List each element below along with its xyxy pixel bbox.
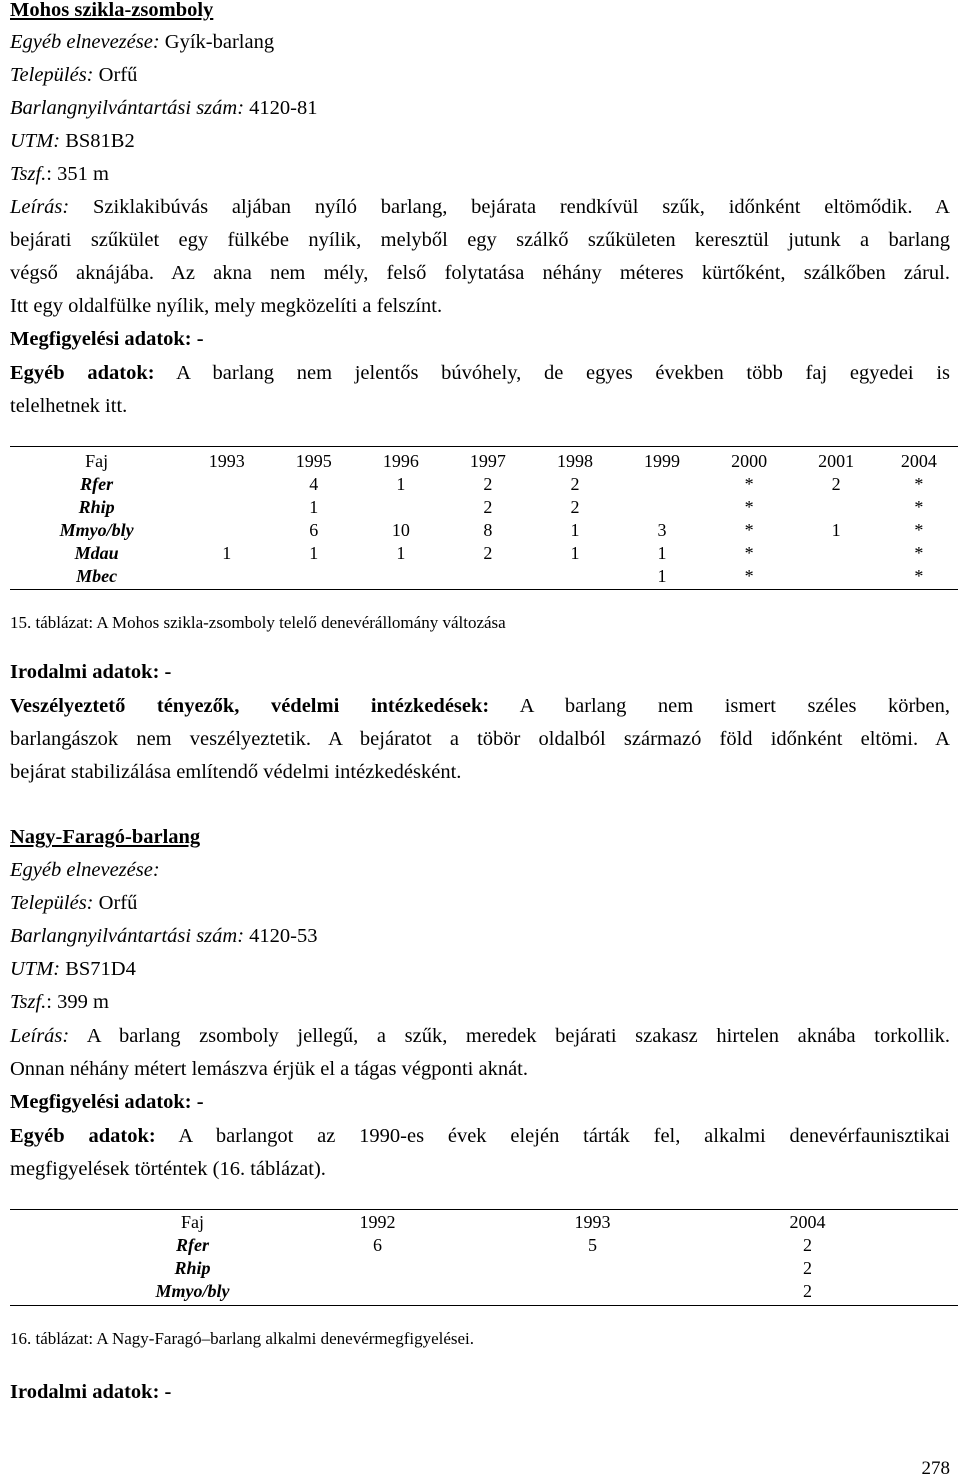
observations-label: Megfigyelési adatok: [10, 1091, 192, 1113]
table-15-caption: 15. táblázat: A Mohos szikla-zsomboly telelő denevérállomány változása [10, 613, 506, 632]
count-cell: * [744, 520, 754, 540]
threats-label: Veszélyeztető tényezők, védelmi intézkedések: [10, 695, 490, 717]
observations-label: Megfigyelési adatok: [10, 328, 192, 350]
header-cell: 1998 [556, 451, 593, 471]
count-cell [485, 1257, 700, 1280]
cave2-title: Nagy-Faragó-barlang [10, 826, 201, 848]
count-cell: 1 [309, 543, 319, 563]
count-cell: * [744, 474, 754, 494]
count-cell: 1 [396, 474, 406, 494]
cave1-literature [10, 660, 171, 684]
cave1-other-data [10, 361, 950, 385]
count-cell: * [744, 543, 754, 563]
description-label: Leírás: [10, 196, 70, 218]
cave2-other-data-line: megfigyelések történtek (16. táblázat). [10, 1158, 326, 1180]
species-cell: Rhip [78, 497, 115, 517]
count-cell: * [914, 520, 924, 540]
count-cell: * [914, 497, 924, 517]
header-cell: Faj [180, 1212, 204, 1232]
cave1-description-line: végső aknájába. Az akna nem mély, felső folytatása néhány méteres kürtőként, szálkőben zárul. [10, 262, 950, 284]
species-cell: Rfer [80, 474, 114, 494]
settlement-value: Orfű [93, 64, 138, 86]
header-cell: 2004 [789, 1212, 826, 1232]
count-cell: 1 [657, 566, 667, 586]
cave2-utm [10, 957, 136, 981]
literature-label: Irodalmi adatok: [10, 1381, 160, 1403]
table-row [10, 473, 958, 496]
count-cell: * [914, 543, 924, 563]
utm-label: UTM: [10, 130, 61, 152]
literature-value: - [159, 1381, 172, 1403]
cave1-other-data-line: telelhetnek itt. [10, 395, 128, 417]
count-cell: 6 [373, 1235, 382, 1255]
count-cell [270, 1280, 485, 1303]
utm-value: BS71D4 [60, 958, 136, 980]
other-data-label: Egyéb adatok: [10, 1125, 156, 1147]
registry-value: 4120-81 [244, 97, 318, 119]
table-header-row [10, 450, 958, 473]
cave2-description-line [10, 1024, 950, 1048]
cave1-alt-name [10, 30, 274, 54]
cave2-other-data [10, 1124, 950, 1148]
header-cell: 2004 [900, 451, 937, 471]
description-label: Leírás: [10, 1025, 70, 1047]
table-bottom-rule [10, 589, 958, 590]
cave1-title: Mohos szikla-zsomboly [10, 0, 214, 21]
settlement-label: Település: [10, 64, 94, 86]
species-cell: Rfer [176, 1235, 209, 1255]
cave1-threats [10, 694, 950, 718]
header-cell: 1992 [359, 1212, 396, 1232]
header-cell: Faj [85, 451, 109, 471]
table-row [10, 542, 958, 565]
header-cell: 1997 [469, 451, 506, 471]
altitude-value: : 351 m [46, 163, 109, 185]
table-top-rule [10, 1209, 958, 1210]
count-cell [183, 519, 270, 542]
species-cell: Mmyo/bly [155, 1281, 230, 1301]
table-16-caption: 16. táblázat: A Nagy-Faragó–barlang alkalmi denevérmegfigyelései. [10, 1329, 475, 1348]
species-cell: Mdau [74, 543, 119, 563]
species-cell: Rhip [174, 1258, 211, 1278]
count-cell [270, 1257, 485, 1280]
cave1-description-line: bejárati szűkület egy fülkébe nyílik, melyből egy szálkő szűkületen keresztül jutunk a barlang [10, 229, 950, 251]
bat-observation-table-16 [115, 1211, 915, 1303]
count-cell [793, 565, 880, 588]
table-bottom-rule [10, 1305, 958, 1306]
cave1-description-line [10, 195, 950, 219]
cave1-observations [10, 327, 204, 351]
table-row [115, 1257, 915, 1280]
observations-value: - [191, 1091, 204, 1113]
count-cell: 1 [831, 520, 841, 540]
header-cell: 2001 [818, 451, 855, 471]
count-cell: 5 [588, 1235, 597, 1255]
page-number: 278 [921, 1458, 950, 1479]
table-row [115, 1280, 915, 1303]
count-cell [793, 496, 880, 519]
species-cell: Mmyo/bly [59, 520, 134, 540]
count-cell [444, 565, 531, 588]
cave1-registry [10, 96, 318, 120]
altitude-label: Tszf. [10, 991, 47, 1013]
header-cell: 2000 [731, 451, 768, 471]
count-cell: * [914, 474, 924, 494]
table-top-rule [10, 446, 958, 447]
registry-value: 4120-53 [244, 925, 318, 947]
alt-name-label: Egyéb elnevezése: [10, 859, 160, 881]
count-cell: * [744, 497, 754, 517]
count-cell: 2 [483, 474, 493, 494]
count-cell [357, 565, 444, 588]
table-row [10, 496, 958, 519]
species-cell: Mbec [76, 566, 118, 586]
cave1-description-line: Itt egy oldalfülke nyílik, mely megközelíti a felszínt. [10, 295, 443, 317]
header-cell: 1999 [644, 451, 681, 471]
count-cell: 2 [483, 497, 493, 517]
count-cell [485, 1280, 700, 1303]
settlement-value: Orfű [93, 892, 138, 914]
count-cell [183, 473, 270, 496]
count-cell: 2 [803, 1281, 812, 1301]
count-cell [619, 496, 706, 519]
utm-label: UTM: [10, 958, 61, 980]
count-cell: 2 [831, 474, 841, 494]
count-cell: 4 [309, 474, 319, 494]
description-text: Sziklakibúvás aljában nyíló barlang, bejárata rendkívül szűk, időnként eltömődik. A [69, 196, 950, 218]
count-cell [793, 542, 880, 565]
count-cell: 2 [570, 474, 580, 494]
registry-label: Barlangnyilvántartási szám: [10, 925, 245, 947]
cave2-description-line: Onnan néhány métert lemászva érjük el a tágas végponti aknát. [10, 1058, 528, 1080]
threats-text: A barlang nem ismert széles körben, [489, 695, 951, 717]
table-row [10, 519, 958, 542]
altitude-value: : 399 m [46, 991, 109, 1013]
header-cell: 1995 [295, 451, 332, 471]
cave2-registry [10, 924, 318, 948]
count-cell [357, 496, 444, 519]
altitude-label: Tszf. [10, 163, 47, 185]
description-text: A barlang zsomboly jellegű, a szűk, meredek bejárati szakasz hirtelen aknába torkollik. [69, 1025, 950, 1047]
table-header-row [115, 1211, 915, 1234]
settlement-label: Település: [10, 892, 94, 914]
table-row [10, 565, 958, 588]
count-cell: 1 [309, 497, 319, 517]
cave1-altitude [10, 162, 109, 186]
cave2-literature [10, 1380, 171, 1404]
header-cell: 1996 [382, 451, 419, 471]
other-data-label: Egyéb adatok: [10, 362, 155, 384]
count-cell [270, 565, 357, 588]
count-cell: * [744, 566, 754, 586]
count-cell: 1 [657, 543, 667, 563]
cave2-settlement [10, 891, 137, 915]
count-cell: 8 [483, 520, 493, 540]
registry-label: Barlangnyilvántartási szám: [10, 97, 245, 119]
literature-value: - [159, 661, 172, 683]
header-cell: 1993 [574, 1212, 611, 1232]
alt-name-label: Egyéb elnevezése: [10, 31, 160, 53]
cave1-threats-line: barlangászok nem veszélyeztetik. A bejáratot a töbör oldalból származó föld időnként eltömi. A [10, 728, 950, 750]
count-cell: 2 [803, 1235, 812, 1255]
count-cell: 1 [396, 543, 406, 563]
count-cell: 2 [483, 543, 493, 563]
header-cell: 1993 [208, 451, 245, 471]
cave2-alt-name [10, 858, 160, 882]
count-cell: 6 [309, 520, 319, 540]
utm-value: BS81B2 [60, 130, 135, 152]
count-cell: 2 [570, 497, 580, 517]
count-cell: 1 [570, 520, 580, 540]
observations-value: - [191, 328, 204, 350]
count-cell: * [914, 566, 924, 586]
cave1-utm [10, 129, 135, 153]
cave2-observations [10, 1090, 204, 1114]
cave1-threats-line: bejárat stabilizálása említendő védelmi intézkedésként. [10, 761, 462, 783]
table-row [115, 1234, 915, 1257]
count-cell [619, 473, 706, 496]
bat-count-table-15 [10, 450, 958, 588]
count-cell: 10 [391, 520, 410, 540]
count-cell [531, 565, 618, 588]
count-cell [183, 565, 270, 588]
count-cell: 1 [570, 543, 580, 563]
count-cell: 3 [657, 520, 667, 540]
other-data-text: A barlangot az 1990-es évek elején tárták fel, alkalmi denevérfaunisztikai [155, 1125, 950, 1147]
literature-label: Irodalmi adatok: [10, 661, 160, 683]
count-cell: 1 [222, 543, 232, 563]
other-data-text: A barlang nem jelentős búvóhely, de egyes években több faj egyedei is [154, 362, 950, 384]
count-cell: 2 [803, 1258, 812, 1278]
cave2-altitude [10, 990, 109, 1014]
cave1-settlement [10, 63, 137, 87]
alt-name-value: Gyík-barlang [159, 31, 275, 53]
count-cell [183, 496, 270, 519]
